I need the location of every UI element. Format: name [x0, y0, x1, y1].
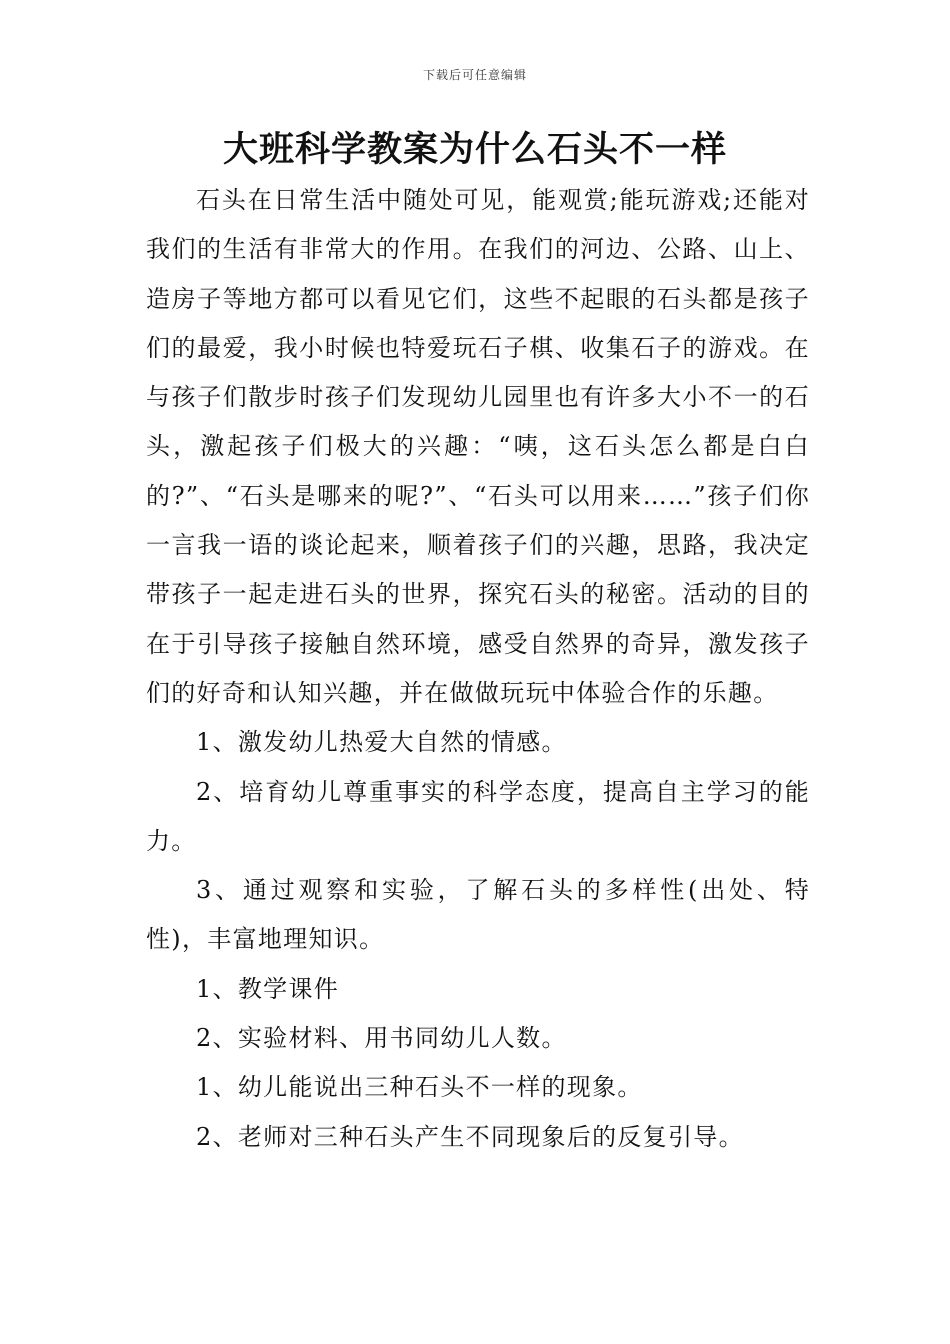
document-title: 大班科学教案为什么石头不一样 [222, 130, 727, 170]
intro-paragraph: 石头在日常生活中随处可见，能观赏;能玩游戏;还能对我们的生活有非常大的作用。在我们的河边、公路、山上、造房子等地方都可以看见它们，这些不起眼的石头都是孩子们的最爱，我小时候也特爱玩石子棋、收集石子的游戏。在与孩子们散步时孩子们发现幼儿园里也有许多大小不一的石头，激起孩子们极大的兴趣：“咦，这石头怎么都是白白的?”、“石头是哪来的呢?”、“石头可以用来……”孩子们你一言我一语的谈论起来，顺着孩子们的兴趣，思路，我决定带孩子一起走进石头的世界，探究石头的秘密。活动的目的在于引导孩子接触自然环境，感受自然界的奇异，激发孩子们的好奇和认知兴趣，并在做做玩玩中体验合作的乐趣。 [146, 186, 810, 707]
goal-item-1: 1、激发幼儿热爱大自然的情感。 [196, 728, 567, 757]
document-body [146, 176, 810, 1162]
preparation-item-1: 1、教学课件 [196, 974, 340, 1003]
key-point-item-1: 1、幼儿能说出三种石头不一样的现象。 [196, 1073, 643, 1102]
header-note: 下载后可任意编辑 [422, 68, 527, 82]
preparation-item-2: 2、实验材料、用书同幼儿人数。 [196, 1024, 567, 1053]
goal-item-2: 2、培育幼儿尊重事实的科学态度，提高自主学习的能力。 [146, 777, 810, 855]
key-point-item-2: 2、老师对三种石头产生不同现象后的反复引导。 [196, 1122, 744, 1151]
goal-item-3: 3、通过观察和实验，了解石头的多样性(出处、特性)，丰富地理知识。 [146, 876, 810, 954]
